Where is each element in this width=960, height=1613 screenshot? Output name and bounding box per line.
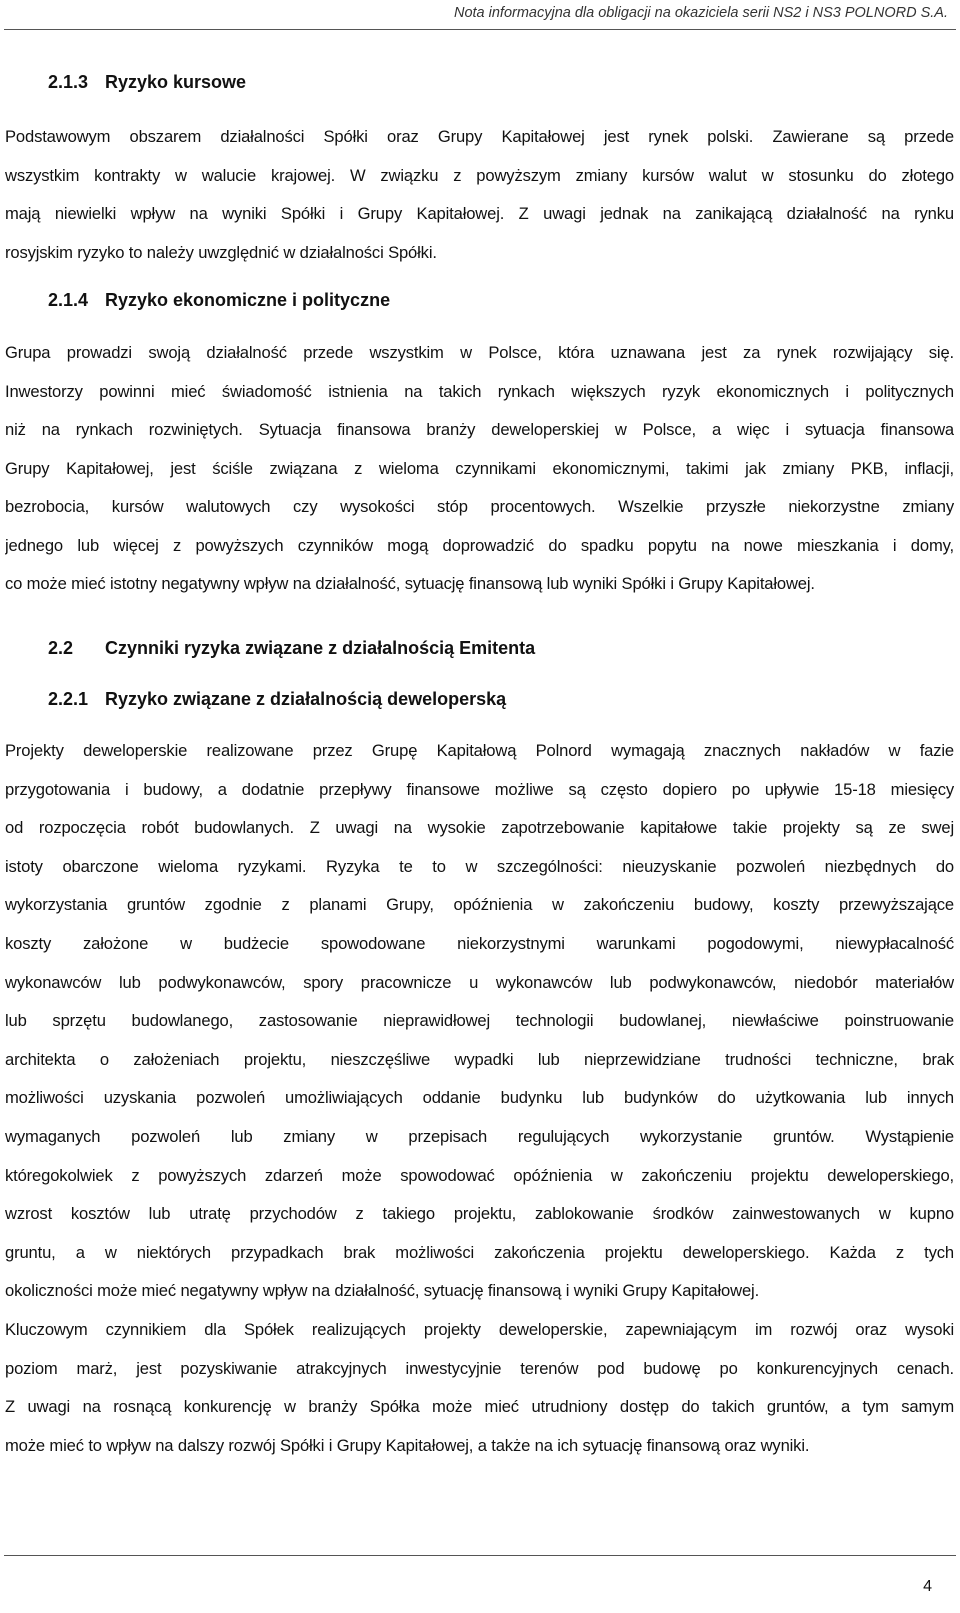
text-line: istoty obarczone wieloma ryzykami. Ryzyka te to w szczególności: nieuzyskanie pozwoleń niezbędnych do	[5, 856, 954, 876]
text-line: lub sprzętu budowlanego, zastosowanie nieprawidłowej technologii budowlanej, niewłaściwe poinstruowanie	[5, 1011, 954, 1031]
text-line: bezrobocia, kursów walutowych czy wysokości stóp procentowych. Wszelkie przyszłe niekorzystne zmiany	[5, 497, 954, 516]
text-line: mają niewielki wpływ na wyniki Spółki i Grupy Kapitałowej. Z uwagi jednak na zanikającą działalność na rynku	[5, 204, 954, 223]
text-line: Podstawowym obszarem działalności Spółki oraz Grupy Kapitałowej jest rynek polski. Zawierane są przede	[5, 127, 954, 146]
footer-divider	[4, 1555, 956, 1556]
text-line: niż na rynkach rozwiniętych. Sytuacja finansowa branży deweloperskiej w Polsce, a więc i sytuacja finansowa	[5, 420, 954, 439]
text-line: wymaganych pozwoleń lub zmiany w przepisach regulujących wykorzystanie gruntów. Wystąpienie	[5, 1126, 954, 1146]
heading-number: 2.1.3	[48, 72, 89, 92]
heading-title: Czynniki ryzyka związane z działalnością Emitenta	[105, 638, 536, 658]
text-line: architekta o założeniach projektu, nieszczęśliwe wypadki lub nieprzewidziane trudności techniczne, brak	[5, 1049, 954, 1069]
heading-title: Ryzyko kursowe	[105, 72, 247, 92]
text-line: poziom marż, jest pozyskiwanie atrakcyjnych inwestycyjnie terenów pod budowę po konkurencyjnych cenach.	[5, 1358, 954, 1378]
text-line: wykonawców lub podwykonawców, spory pracownicze u wykonawców lub podwykonawców, niedobór materiałów	[5, 972, 954, 992]
page-number: 4	[923, 1578, 932, 1595]
text-line: Z uwagi na rosnącą konkurencję w branży Spółka może mieć utrudniony dostęp do takich gruntów, a tym samym	[5, 1397, 954, 1417]
text-line: wzrost kosztów lub utratę przychodów z takiego projektu, zablokowanie środków zainwestowanych w kupno	[5, 1204, 954, 1224]
text-line: gruntu, a w niektórych przypadkach brak możliwości zakończenia projektu deweloperskiego. Każda z tych	[5, 1242, 954, 1262]
heading-2-2	[48, 636, 535, 660]
text-line: okoliczności może mieć negatywny wpływ na działalność, sytuację finansową i wyniki Grupy Kapitałowej.	[5, 1281, 760, 1301]
text-line: któregokolwiek z powyższych zdarzeń może spowodować opóźnienia w zakończeniu projektu deweloperskiego,	[5, 1165, 954, 1185]
text-line: od rozpoczęcia robót budowlanych. Z uwagi na wysokie zapotrzebowanie kapitałowe takie projekty są ze swej	[5, 818, 954, 838]
text-line: Projekty deweloperskie realizowane przez Grupę Kapitałową Polnord wymagają znacznych nakładów w fazie	[5, 741, 954, 760]
heading-number: 2.2	[48, 638, 74, 658]
text-line: możliwości uzyskania pozwoleń umożliwiających oddanie budynku lub budynków do użytkowania lub innych	[5, 1088, 954, 1108]
text-line: rosyjskim ryzyko to należy uwzględnić w działalności Spółki.	[5, 242, 437, 262]
text-line: Kluczowym czynnikiem dla Spółek realizujących projekty deweloperskie, zapewniającym im rozwój oraz wysoki	[5, 1319, 954, 1339]
text-line: przygotowania i budowy, a dodatnie przepływy finansowe możliwe są często dopiero po upływie 15-18 miesięcy	[5, 779, 954, 799]
text-line: Grupa prowadzi swoją działalność przede wszystkim w Polsce, która uznawana jest za rynek rozwijający się.	[5, 343, 954, 362]
heading-number: 2.2.1	[48, 689, 89, 709]
text-line: co może mieć istotny negatywny wpływ na działalność, sytuację finansową lub wyniki Spółki i Grupy Kapitałowej.	[5, 574, 815, 593]
text-line: koszty założone w budżecie spowodowane niekorzystnymi warunkami pogodowymi, niewypłacalność	[5, 933, 954, 953]
heading-2-1-4	[48, 288, 390, 312]
heading-2-2-1	[48, 687, 506, 711]
header-divider	[4, 29, 956, 30]
document-header: Nota informacyjna dla obligacji na okaziciela serii NS2 i NS3 POLNORD S.A.	[453, 5, 948, 21]
paragraph-ryzyko-kursowe	[5, 118, 954, 272]
paragraph-dzialalnosc-deweloperska	[5, 732, 954, 1465]
heading-title: Ryzyko ekonomiczne i polityczne	[105, 290, 391, 310]
text-line: wszystkim kontrakty w walucie krajowej. W związku z powyższym zmiany kursów walut w stosunku do złotego	[5, 165, 954, 185]
text-line: może mieć to wpływ na dalszy rozwój Spółki i Grupy Kapitałowej, a także na ich sytuację finansową oraz wyniki.	[5, 1435, 810, 1455]
paragraph-ryzyko-ekonomiczne	[5, 334, 954, 604]
heading-title: Ryzyko związane z działalnością deweloperską	[105, 689, 507, 709]
heading-2-1-3	[48, 70, 246, 94]
text-line: Grupy Kapitałowej, jest ściśle związana z wieloma czynnikami ekonomicznymi, takimi jak zmiany PKB, inflacji,	[5, 458, 954, 478]
heading-number: 2.1.4	[48, 290, 89, 310]
text-line: wykorzystania gruntów zgodnie z planami Grupy, opóźnienia w zakończeniu budowy, koszty przewyższające	[5, 895, 954, 915]
text-line: jednego lub więcej z powyższych czynników mogą doprowadzić do spadku popytu na nowe mieszkania i domy,	[5, 535, 954, 555]
text-line: Inwestorzy powinni mieć świadomość istnienia na takich rynkach większych ryzyk ekonomicznych i politycznych	[5, 381, 954, 401]
